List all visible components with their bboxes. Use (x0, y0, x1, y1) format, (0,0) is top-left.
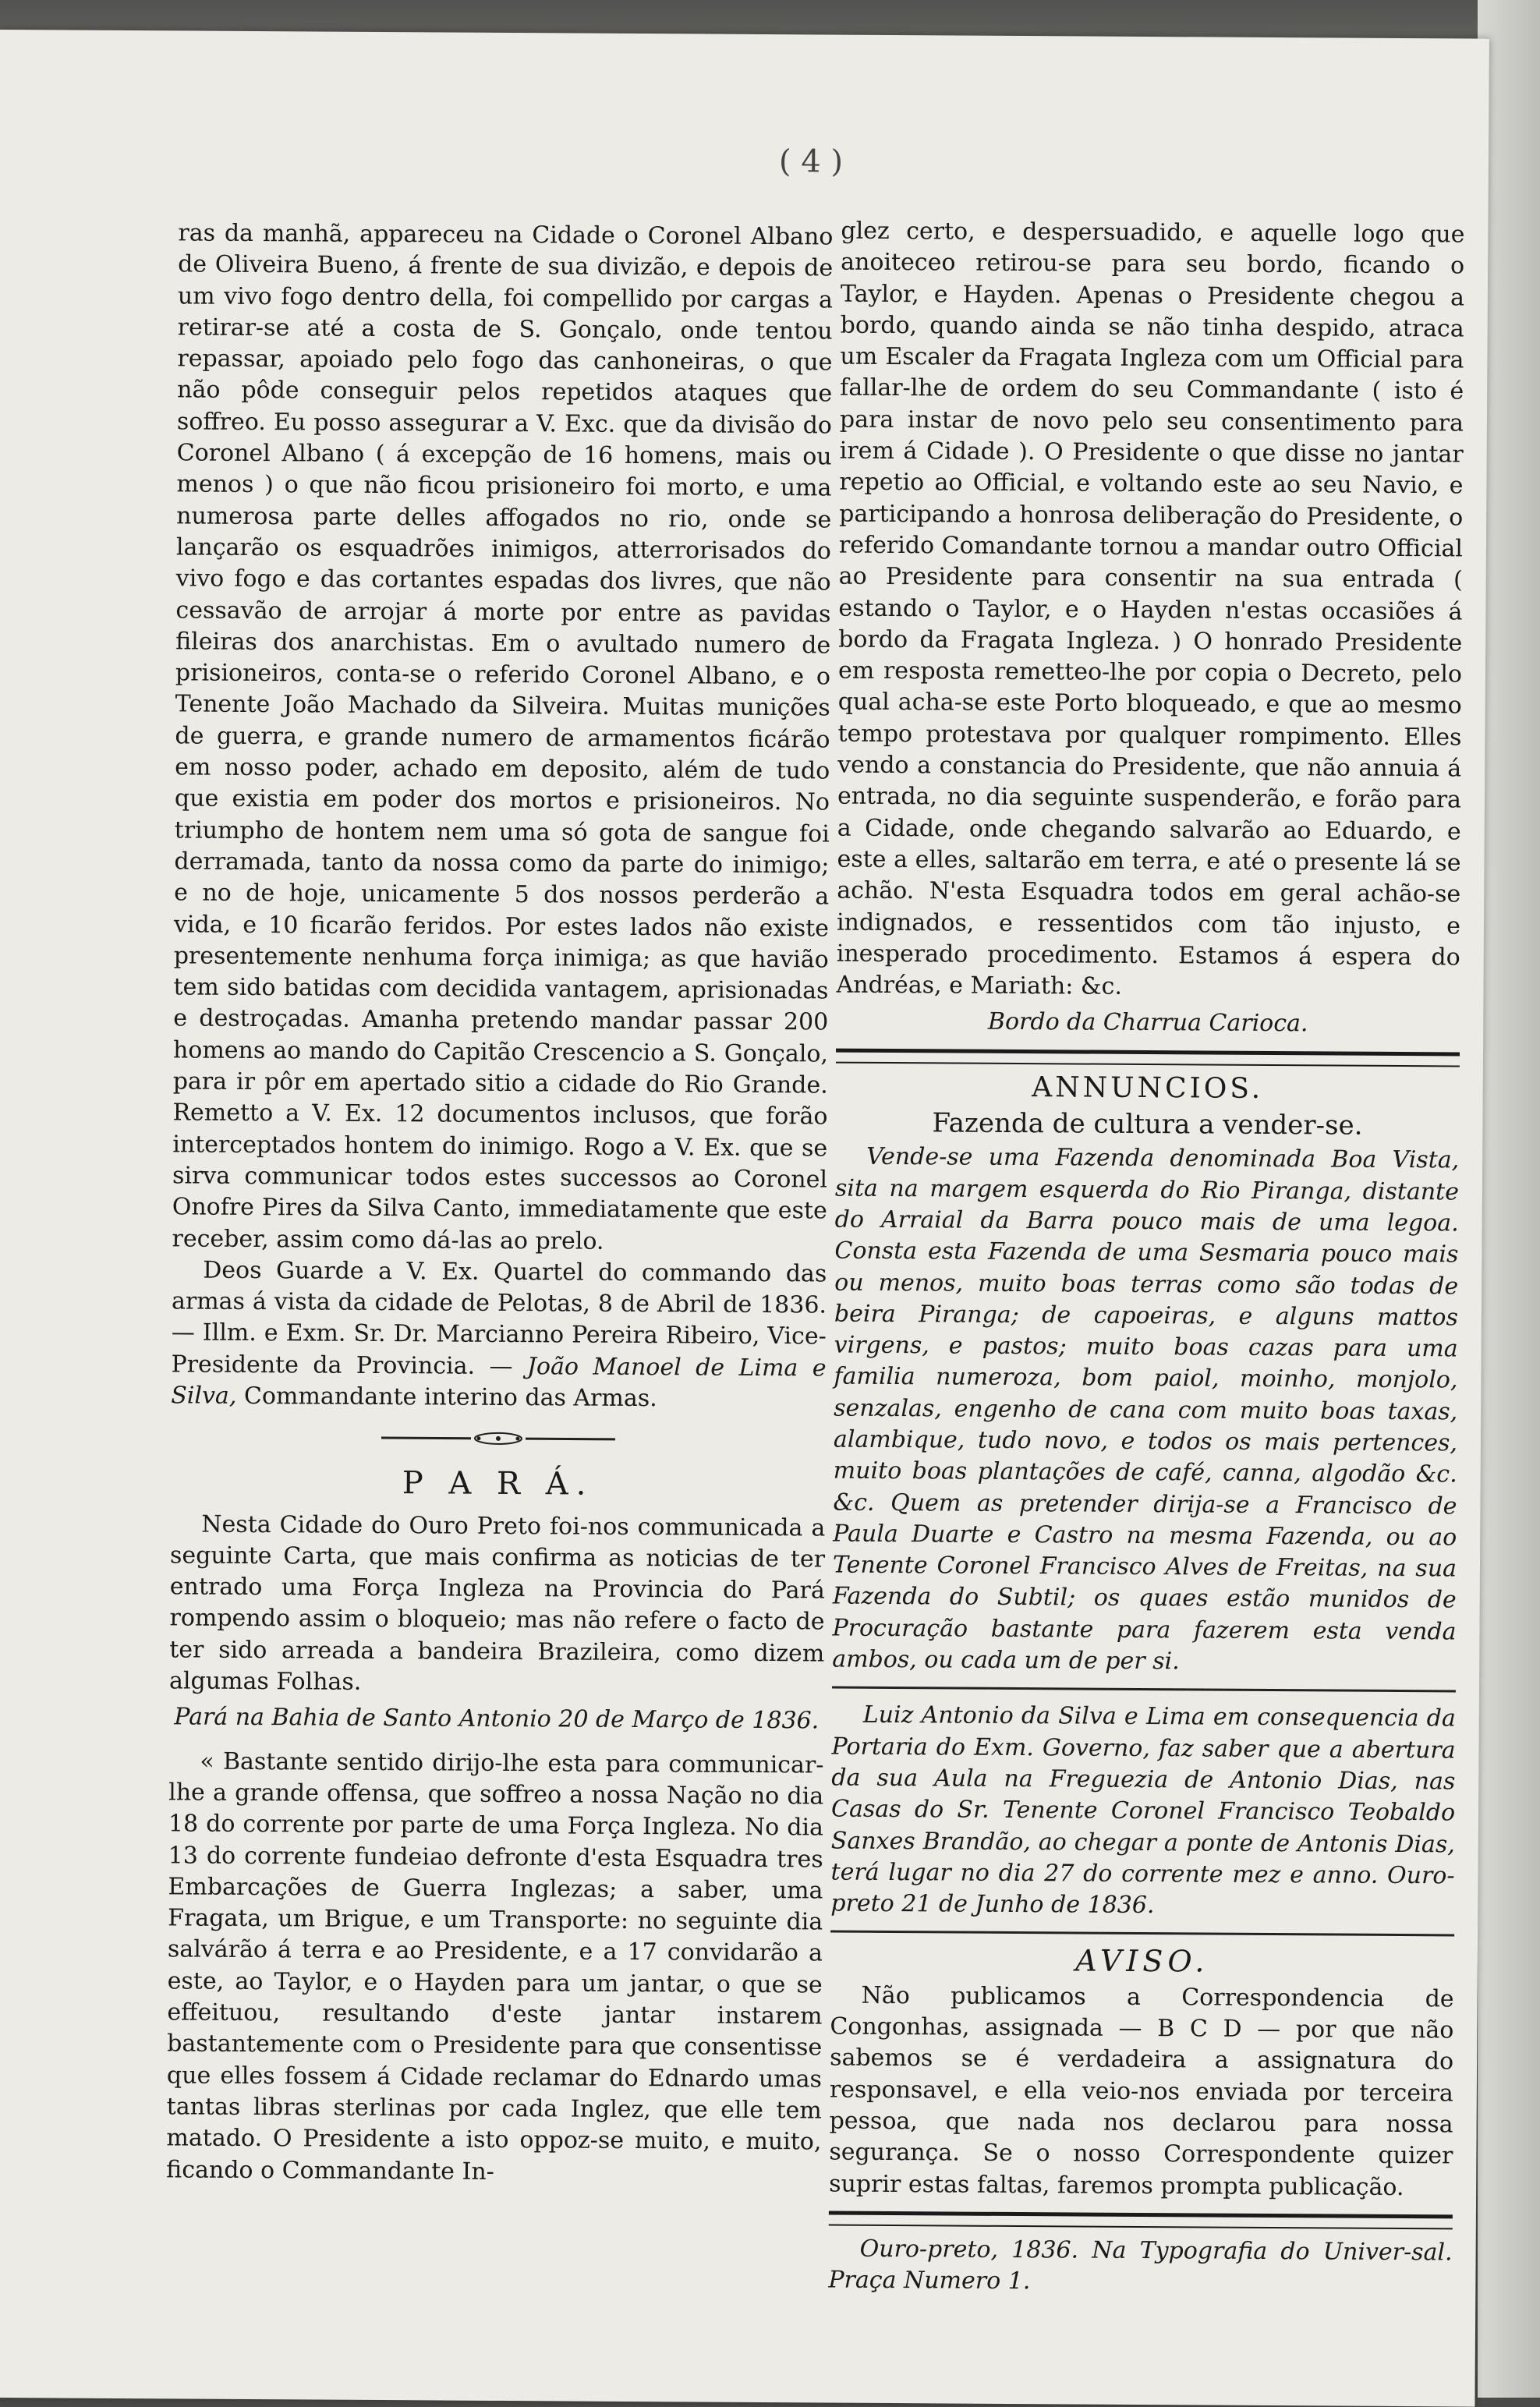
page-number: ( 4 ) (778, 143, 844, 180)
section-heading-para: P A R Á. (402, 1465, 594, 1503)
para-letter-dateline: Pará na Bahia de Santo Antonio 20 de Março de 1836. (174, 1703, 820, 1735)
aviso-body: Não publicamos a Correspondencia de Congonhas, assignada — B C D — por que não sabemos se é verdadeira a assignatura do responsavel, e ella veio-nos enviada por terceira pessoa, que nada nos declarou para nossa segurança. Se o nosso Correspondente quizer suprir estas faltas, faremos prompta publicação. (829, 1981, 1454, 2201)
section-rule-annuncios (836, 1048, 1460, 1067)
ad-divider-1 (832, 1687, 1456, 1693)
ad-2-body: Luiz Antonio da Silva e Lima em consequencia da Portaria do Exm. Governo, faz saber que a abertura da sua Aula na Freguezia de Antonio Dias, nas Casas do Sr. Tenente Coronel Francisco Teobaldo Sanxes Brandão, ao chegar a ponte de Antonis Dias, terá lugar no dia 27 do corrente mez e anno. Ouro-preto 21 de Junho de 1836. (830, 1701, 1456, 1920)
left-column (166, 218, 833, 2189)
report-signature: João Manoel de Lima e Silva, (171, 1352, 827, 1410)
imprint-rule (829, 2211, 1453, 2229)
report-paragraph-1: ras da manhã, appareceu na Cidade o Coronel Albano de Oliveira Bueno, á frente de sua divizão, e depois de um vivo fogo dentro della, foi compellido por cargas a retirar-se até a costa de S. Gonçalo, onde tentou repassar, apoiado pelo fogo das canhoneiras, o que não pôde conseguir pelos repetidos ataques que soffreo. Eu posso assegurar a V. Exc. que da divisão do Coronel Albano ( á excepção de 16 homens, mais ou menos ) o que não ficou prisioneiro foi morto, e uma numerosa parte delles affogados no rio, onde se lançarão os esquadrões inimigos, atterrorisados do vivo fogo e das cortantes espadas dos livres, que não cessavão de arrojar á morte por entre as pavidas fileiras dos anarchistas. Em o avultado numero de prisioneiros, conta-se o referido Coronel Albano, e o Tenente João Machado da Silveira. Muitas munições de guerra, e grande numero de armamentos ficárão em nosso poder, achado em deposito, além de tudo que existia em poder dos mortos e prisioneiros. No triumpho de hontem nem uma só gota de sangue foi derramada, tanto da nossa como da parte do inimigo; e no de hoje, unicamente 5 dos nossos perderão a vida, e 10 ficarão feridos. Por estes lados não existe presentemente nenhuma força inimiga; as que havião tem sido batidas com decidida vantagem, aprisionadas e destroçadas. Amanha pretendo mandar passar 200 homens ao mando do Capitão Crescencio a S. Gonçalo, para ir pôr em apertado sitio a cidade do Rio Grande. Remetto a V. Ex. 12 documentos inclusos, que forão interceptados hontem do inimigo. Rogo a V. Ex. que se sirva communicar todos estes successos ao Coronel Onofre Pires da Silva Canto, immediatamente que este receber, assim como dá-las ao prelo. (172, 219, 834, 1255)
para-letter-body: « Bastante sentido dirijo-lhe esta para communicar-lhe a grande offensa, que soffreo a nossa Nação no dia 18 do corrente por parte de uma Força Ingleza. No dia 13 do corrente fundeiao defronte d'esta Esquadra tres Embarcações de Guerra Inglezas; a saber, uma Fragata, um Brigue, e um Transporte: no seguinte dia salvárão á terra e ao Presidente, e a 17 convidarão a este, ao Taylor, e o Hayden para um jantar, o que se effeituou, resultando d'este jantar instarem bastantemente com o Presidente para que consentisse que elles fossem á Cidade reclamar do Ednardo umas tantas libras sterlinas por cada Inglez, que elle tem matado. O Presidente a isto oppoz-se muito, e muito, ficando o Commandante In- (166, 1747, 824, 2186)
ad-divider-2 (830, 1931, 1454, 1937)
report-signature-title: Commandante interino das Armas. (243, 1382, 657, 1413)
right-column (828, 216, 1464, 2300)
para-intro-paragraph: Nesta Cidade do Ouro Preto foi-nos communicada a seguinte Carta, que mais confirma as noticias de ter entrado uma Força Ingleza na Provincia do Pará rompendo assim o bloqueio; mas não refere o facto de ter sido arreada a bandeira Brazileira, como dizem algumas Folhas. (168, 1510, 826, 1696)
ornament-icon (381, 1430, 615, 1447)
section-divider-ornament (171, 1429, 826, 1457)
aviso-heading: AVISO. (1075, 1943, 1209, 1979)
letter-signoff: Bordo da Charrua Carioca. (987, 1008, 1308, 1038)
annuncios-heading: ANNUNCIOS. (1032, 1071, 1264, 1105)
report-closing: Deos Guarde a V. Ex. Quartel do commando das armas á vista da cidade de Pelotas, 8 de Abril de 1836. — Illm. e Exm. Sr. Dr. Marcianno Pereira Ribeiro, Vice-Presidente da Provincia. — (171, 1256, 827, 1380)
report-paragraph-2 (171, 1255, 827, 1416)
ad-1-body: Vende-se uma Fazenda denominada Boa Vista, sita na margem esquerda do Rio Piranga, distante do Arraial da Barra pouco mais de uma legoa. Consta esta Fazenda de uma Sesmaria pouco mais ou menos, muito boas terras como são todas de beira Piranga; de capoeiras, e alguns mattos virgens, e pastos; muito boas cazas para uma familia numeroza, bom paiol, moinho, monjolo, senzalas, engenho de cana com muito boas taxas, alambique, tudo novo, e todos os mais pertences, muito boas plantações de café, canna, algodão &c. &c. Quem as pretender dirija-se a Francisco de Paula Duarte e Castro na mesma Fazenda, ou ao Tenente Coronel Francisco Alves de Freitas, na sua Fazenda do Subtil; os quaes estão munidos de Procuração bastante para fazerem esta venda ambos, ou cada um de per si. (832, 1143, 1460, 1676)
imprint-line: Ouro-preto, 1836. Na Typografia do Univer-sal. Praça Numero 1. (828, 2235, 1453, 2295)
letter-continuation: glez certo, e despersuadido, e aquelle logo que anoiteceo retirou-se para seu bordo, ficando o Taylor, e Hayden. Apenas o Presidente chegou a bordo, quando ainda se não tinha despido, atraca um Escaler da Fragata Ingleza com um Official para fallar-lhe de ordem do seu Commandante ( isto é para instar de novo pelo seu consentimento para irem á Cidade ). O Presidente o que disse no jantar repetio ao Official, e voltando este ao seu Navio, e participando a honrosa deliberação do Presidente, o referido Comandante tornou a mandar outro Official ao Presidente para consentir na sua entrada ( estando o Taylor, e o Hayden n'estas occasiões á bordo da Fragata Ingleza. ) O honrado Presidente em resposta remetteo-lhe por copia o Decreto, pelo qual acha-se este Porto bloqueado, e que ao mesmo tempo protestava por qualquer rompimento. Elles vendo a constancia do Presidente, que não annuia á entrada, no dia seguinte suspenderão, e forão para a Cidade, onde chegando salvarão ao Eduardo, e este a elles, saltarão em terra, e até o presente lá se achão. N'esta Esquadra todos em geral achão-se indignados, e ressentidos com tão injusto, e inesperado procedimento. Estamos á espera do Andréas, e Mariath: &c. (836, 217, 1465, 1000)
newspaper-page (0, 30, 1489, 2407)
ad-1-title: Fazenda de cultura a vender-se. (932, 1107, 1363, 1142)
